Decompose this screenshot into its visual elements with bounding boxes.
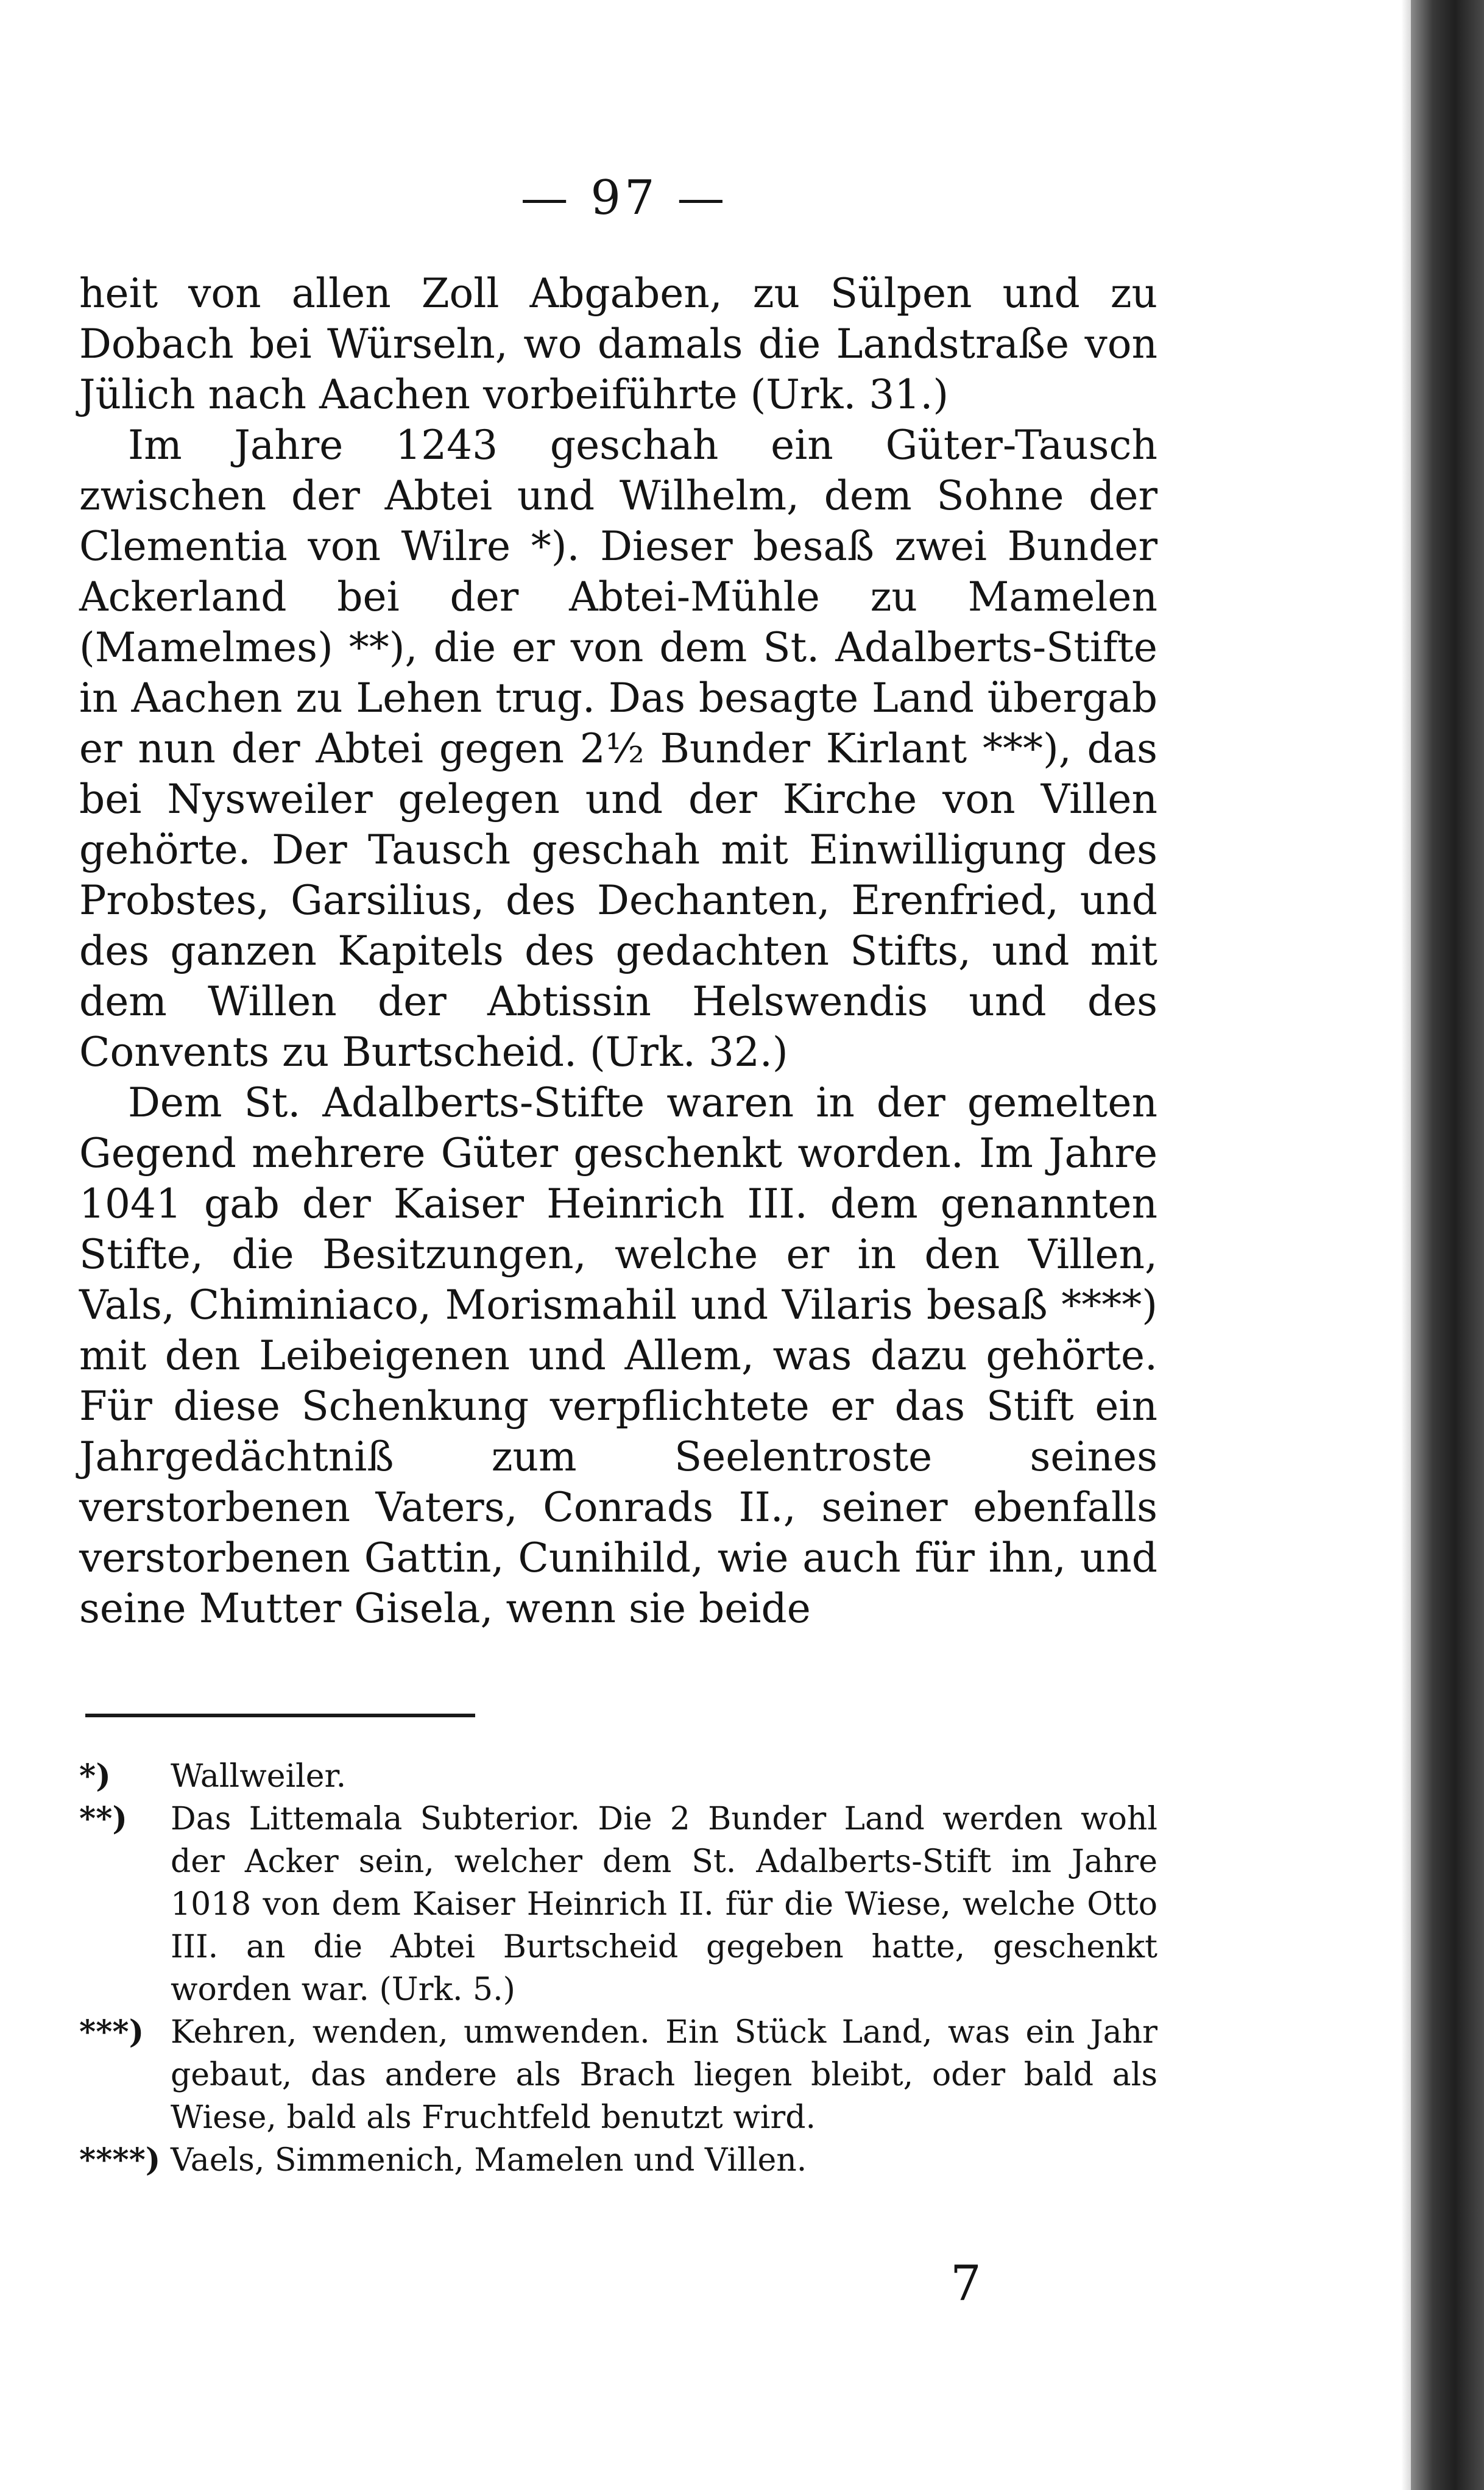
footnote-mark: ****) bbox=[79, 2141, 161, 2179]
paragraph: Dem St. Adalberts-Stifte waren in der gemelten Gegend mehrere Güter geschenkt worden. Im Jahre 1041 gab der Kaiser Heinrich III. dem genannten Stifte, die Besitzungen, welche er in den Villen, Vals, Chiminiaco, Morismahil und Vilaris besaß ****) mit den Leibeigenen und Allem, was dazu gehörte. Für diese Schenkung verpflichtete er das Stift ein Jahrgedächtniß zum Seelentroste seines verstorbenen Vaters, Conrads II., seiner ebenfalls verstorbenen Gattin, Cunihild, wie auch für ihn, und seine Mutter Gisela, wenn sie beide bbox=[79, 1079, 1157, 1632]
page-edge bbox=[1401, 0, 1411, 2490]
footnote bbox=[79, 2139, 1157, 2182]
footnote bbox=[79, 2011, 1157, 2139]
footnote-mark: *) bbox=[79, 1758, 111, 1795]
footnote-mark: **) bbox=[79, 1800, 127, 1837]
signature-mark: 7 bbox=[950, 2255, 981, 2311]
footnote-text: Wallweiler. bbox=[171, 1758, 347, 1795]
footnote-text: Vaels, Simmenich, Mamelen und Villen. bbox=[171, 2142, 807, 2179]
footnote bbox=[79, 1798, 1157, 2011]
footnote-text: Das Littemala Subterior. Die 2 Bunder Land werden wohl der Acker sein, welcher dem St. Adalberts-Stift im Jahre 1018 von dem Kaiser Heinrich II. für die Wiese, welche Otto III. an die Abtei Burtscheid gegeben hatte, geschenkt worden war. (Urk. 5.) bbox=[171, 1801, 1157, 2008]
paragraph: Im Jahre 1243 geschah ein Güter-Tausch zwischen der Abtei und Wilhelm, dem Sohne der Clementia von Wilre *). Dieser besaß zwei Bunder Ackerland bei der Abtei-Mühle zu Mamelen (Mamelmes) **), die er von dem St. Adalberts-Stifte in Aachen zu Lehen trug. Das besagte Land übergab er nun der Abtei gegen 2½ Bunder Kirlant ***), das bei Nysweiler gelegen und der Kirche von Villen gehörte. Der Tausch geschah mit Einwilligung des Probstes, Garsilius, des Dechanten, Erenfried, und des ganzen Kapitels des gedachten Stifts, und mit dem Willen der Abtissin Helswendis und des Convents zu Burtscheid. (Urk. 32.) bbox=[79, 422, 1157, 1076]
book-spine bbox=[1411, 0, 1484, 2490]
page-number: — 97 — bbox=[520, 171, 729, 225]
footnote bbox=[79, 1755, 1157, 1798]
footnote-text: Kehren, wenden, umwenden. Ein Stück Land, was ein Jahr gebaut, das andere als Brach liegen bleibt, oder bald als Wiese, bald als Fruchtfeld benutzt wird. bbox=[171, 2014, 1157, 2136]
footnote-mark: ***) bbox=[79, 2013, 144, 2051]
paragraph: heit von allen Zoll Abgaben, zu Sülpen und zu Dobach bei Würseln, wo damals die Landstraße von Jülich nach Aachen vorbeiführte (Urk. 31.) bbox=[79, 270, 1157, 418]
footnotes bbox=[79, 1755, 1157, 2182]
footnote-separator bbox=[85, 1714, 475, 1717]
main-text bbox=[79, 268, 1157, 1634]
